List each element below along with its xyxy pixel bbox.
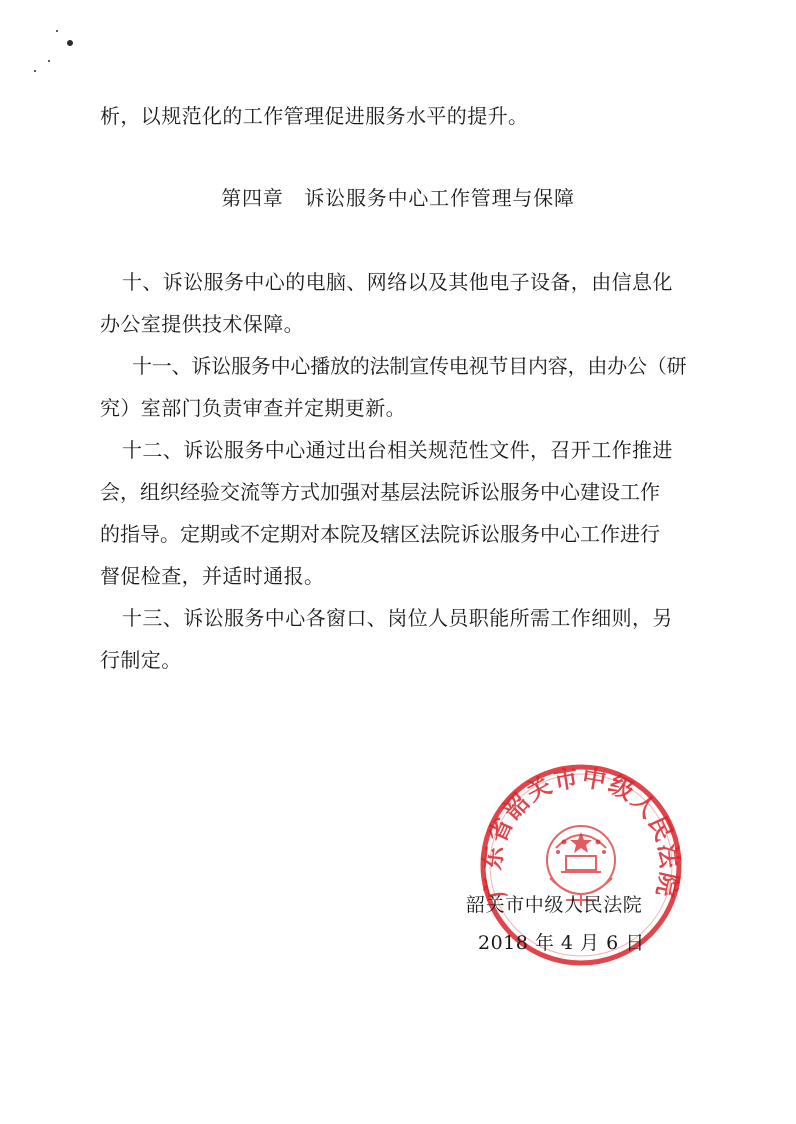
- chapter-heading: 第四章 诉讼服务中心工作管理与保障: [221, 186, 575, 210]
- body-line: 十三、诉讼服务中心各窗口、岗位人员职能所需工作细则，另: [122, 606, 673, 630]
- issue-date: 2018 年 4 月 6 日: [478, 932, 645, 954]
- body-line: 行制定。: [100, 648, 182, 672]
- body-line: 析，以规范化的工作管理促进服务水平的提升。: [100, 104, 529, 128]
- seal-text: 广东省韶关市中级人民法院: [478, 763, 684, 902]
- body-line: 办公室提供技术保障。: [100, 312, 304, 336]
- scan-speck: [34, 70, 36, 72]
- scan-speck: [67, 40, 73, 46]
- body-line: 的指导。定期或不定期对本院及辖区法院诉讼服务中心工作进行: [100, 522, 660, 546]
- scan-speck: [56, 30, 58, 32]
- scan-speck: [48, 60, 50, 62]
- issuer-name: 韶关市中级人民法院: [466, 894, 643, 916]
- body-line: 十一、诉讼服务中心播放的法制宣传电视节目内容，由办公（研: [132, 354, 687, 378]
- body-line: 督促检查，并适时通报。: [100, 564, 325, 588]
- body-line: 十二、诉讼服务中心通过出台相关规范性文件，召开工作推进: [122, 438, 673, 462]
- body-line: 会，组织经验交流等方式加强对基层法院诉讼服务中心建设工作: [100, 480, 660, 504]
- body-line: 究）室部门负责审查并定期更新。: [100, 396, 406, 420]
- body-line: 十、诉讼服务中心的电脑、网络以及其他电子设备，由信息化: [122, 270, 673, 294]
